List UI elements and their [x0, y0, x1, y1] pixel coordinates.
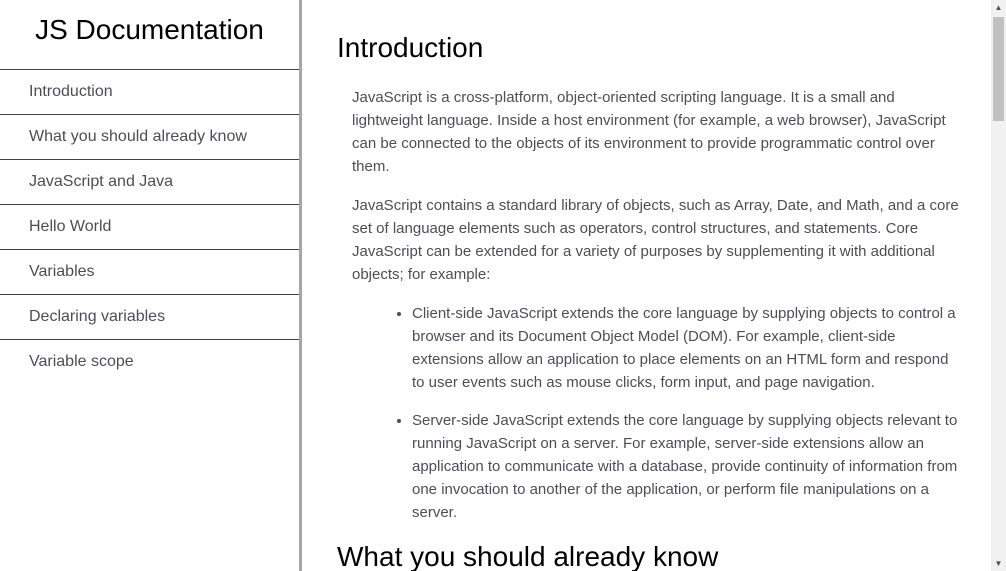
nav-list-item: [0, 295, 299, 340]
section-title-introduction: Introduction: [337, 32, 484, 63]
nav-list-item: [0, 160, 299, 205]
nav-link-variables[interactable]: Variables: [0, 250, 299, 295]
intro-paragraph-1: JavaScript is a cross-platform, object-oriented scripting language. It is a small and lightweight language. Inside a host environment (for example, a web browser), JavaScript can be connected to the objects of its environment to provide programmatic control over them.: [352, 89, 946, 175]
scrollbar-thumb[interactable]: [993, 17, 1004, 121]
bullet-client-side: • Client-side JavaScript extends the core language by supplying objects to control a browser and its Document Object Model (DOM). For example, client-side extensions allow an application to place elements on an HTML form and respond to user events such as mouse clicks, form input, and page navigation.: [412, 302, 962, 394]
intro-paragraph-2: JavaScript contains a standard library of objects, such as Array, Date, and Math, and a core set of language elements such as operators, control structures, and statements. Core JavaScript can be extended for a variety of purposes by supplementing it with additional objects; for example:: [352, 197, 959, 283]
nav-list-item: [0, 250, 299, 295]
bullet-server-side: • Server-side JavaScript extends the core language by supplying objects relevant to running JavaScript on a server. For example, server-side extensions allow an application to communicate with a database, provide continuity of information from one invocation to another of the application, or perform file manipulations on a server.: [412, 409, 962, 524]
nav-list-item: [0, 70, 299, 115]
intro-bullet-list: [352, 302, 962, 524]
nav-link-introduction[interactable]: Introduction: [0, 70, 299, 115]
nav-link-what-you-should-already-know[interactable]: What you should already know: [0, 115, 299, 160]
sidebar-title: JS Documentation: [0, 0, 299, 70]
nav-link-declaring-variables[interactable]: Declaring variables: [0, 295, 299, 340]
vertical-scrollbar[interactable]: [991, 0, 1006, 571]
nav-list: [0, 70, 299, 385]
nav-list-item: [0, 115, 299, 160]
nav-link-hello-world[interactable]: Hello World: [0, 205, 299, 250]
scroll-down-arrow-icon[interactable]: ▼: [994, 559, 1003, 568]
nav-list-item: [0, 340, 299, 385]
scroll-up-arrow-icon[interactable]: ▲: [994, 3, 1003, 12]
nav-link-javascript-and-java[interactable]: JavaScript and Java: [0, 160, 299, 205]
section-title-what-you-should-already-know: What you should already know: [337, 541, 719, 571]
section-content: [352, 86, 962, 539]
sidebar-nav: [0, 0, 302, 571]
main-doc: [302, 0, 991, 571]
nav-list-item: [0, 205, 299, 250]
nav-link-variable-scope[interactable]: Variable scope: [29, 353, 134, 370]
